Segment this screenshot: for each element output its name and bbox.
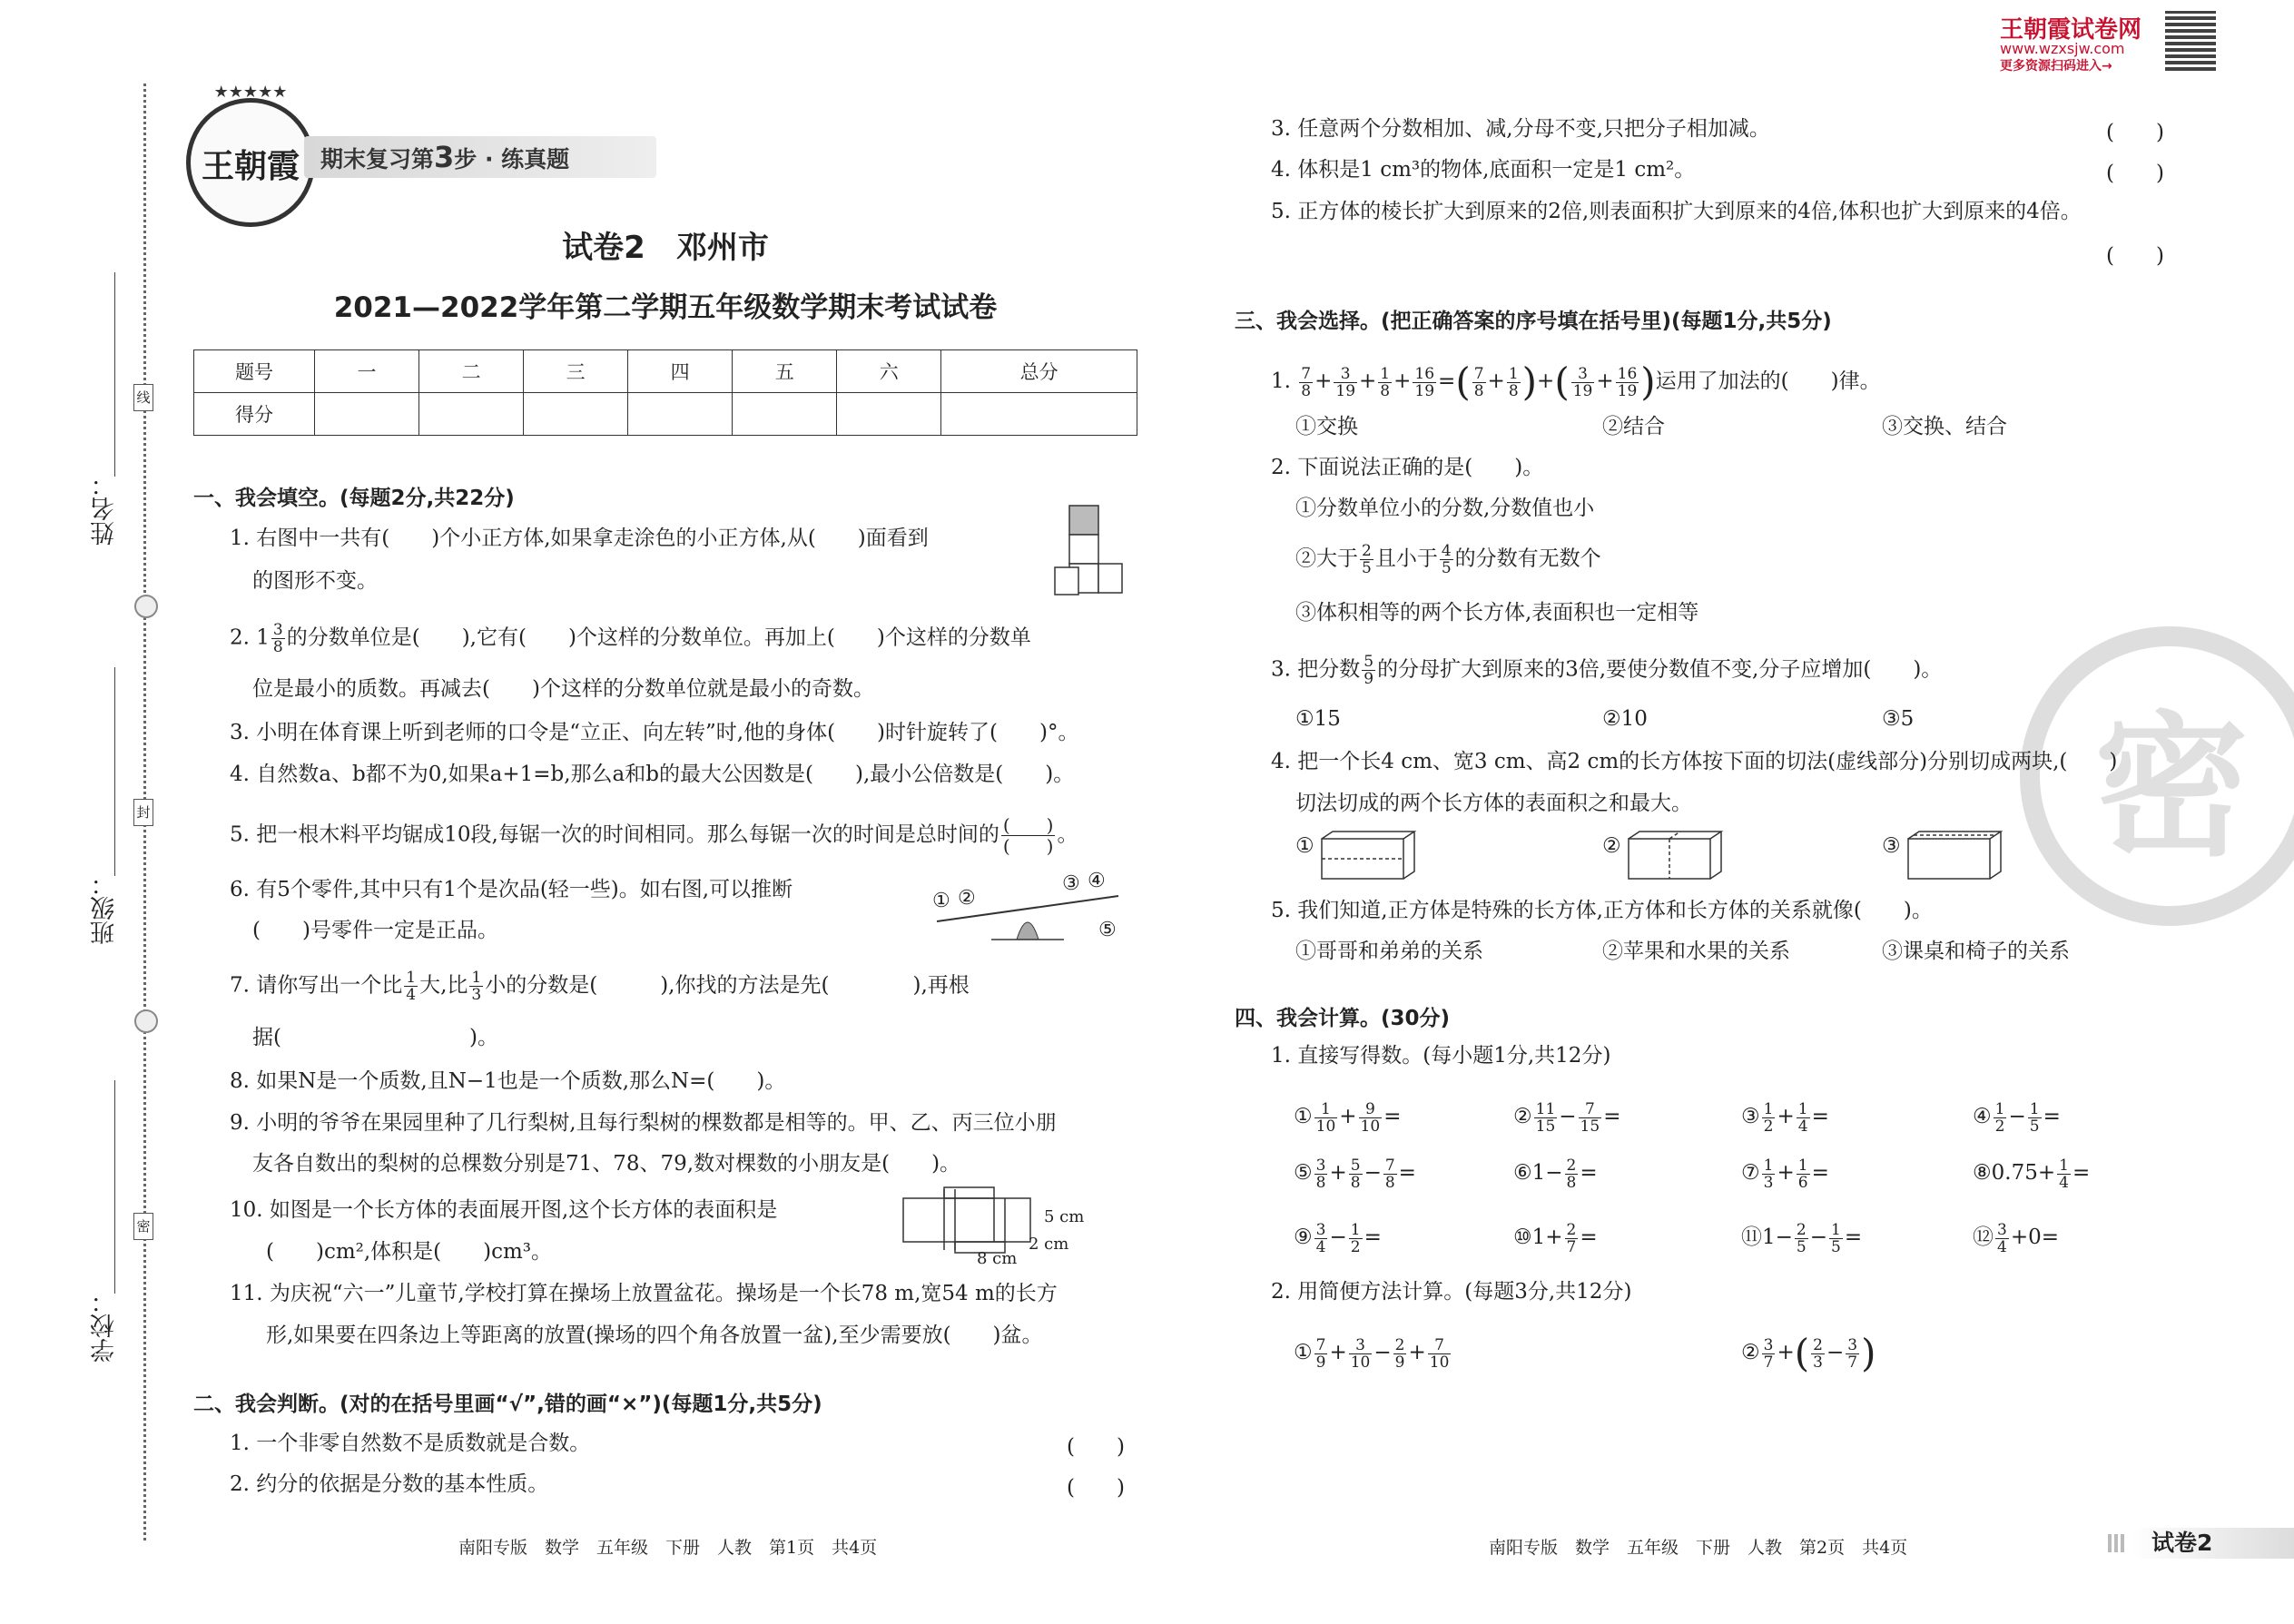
choice-q5-opt2[interactable]: ②苹果和水果的关系 — [1602, 940, 1790, 963]
brand-logo — [186, 83, 315, 227]
judge-answer-3[interactable]: ( ) — [2106, 121, 2164, 144]
calc-item[interactable]: ⑧0.75+ $\frac{1}{4}$ = — [1973, 1156, 2091, 1192]
logo-text: 王朝霞 — [201, 147, 300, 185]
calc-sub1: 1. 直接写得数。(每小题1分,共12分) — [1271, 1044, 1611, 1068]
calc-simplify-item[interactable]: ① $\frac{7}{9}$ + $\frac{3}{10}$ − $\frac{2}{9}$ + $\frac{7}{10}$ — [1294, 1335, 1450, 1372]
choice-q1-opt1[interactable]: ①交换 — [1295, 415, 1358, 438]
score-col: 一 — [315, 350, 419, 393]
score-col: 三 — [524, 350, 628, 393]
q5-line: 5. 把一根木料平均锯成10段,每锯一次的时间相同。那么每锯一次的时间是总时间的 $\frac{( )}{( )}$ 。 — [230, 814, 1078, 857]
q1-line-a: 1. 右图中一共有( )个小正方体,如果拿走涂色的小正方体,从( )面看到 — [230, 527, 929, 550]
judge-item-5: 5. 正方体的棱长扩大到原来的2倍,则表面积扩大到原来的4倍,体积也扩大到原来的4倍。 — [1271, 200, 2082, 223]
choice-q3-opt3[interactable]: ③5 — [1882, 707, 1915, 731]
footer-right: 南阳专版 数学 五年级 下册 人教 第2页 共4页 — [1489, 1538, 1908, 1558]
score-col: 总分 — [941, 350, 1137, 393]
q7-line-b: 据( )。 — [252, 1026, 498, 1049]
footer-tag: 试卷2 — [2132, 1528, 2294, 1559]
step-suffix: 步 · 练真题 — [454, 146, 570, 172]
binding-hole — [134, 1009, 158, 1033]
q11-line-a: 11. 为庆祝“六一”儿童节,学校打算在操场上放置盆花。操场是一个长78 m,宽54 m的长方 — [230, 1282, 1058, 1305]
score-header-cell: 题号 — [194, 350, 315, 393]
cuboid-cut-3 — [1905, 828, 2004, 882]
school-write-line[interactable] — [114, 1080, 115, 1294]
class-label: 班级： — [91, 871, 119, 945]
site-slogan: 更多资源扫码进入→ — [2000, 59, 2112, 74]
q2-line-a: 2. 1 $\frac{3}{8}$ 的分数单位是( ),它有( )个这样的分数单位。再加上( )个这样的分数单 — [230, 621, 1031, 656]
watermark-seal-icon — [2020, 626, 2294, 926]
q10-line-a: 10. 如图是一个长方体的表面展开图,这个长方体的表面积是 — [230, 1198, 778, 1222]
choice-q1-opt3[interactable]: ③交换、结合 — [1882, 415, 2007, 438]
score-col: 六 — [837, 350, 941, 393]
q7-line-a: 7. 请你写出一个比 $\frac{1}{4}$ 大,比 $\frac{1}{3}$ 小的分数是( ),你找的方法是先( ),再根 — [230, 969, 970, 1004]
calc-item[interactable]: ⑪1− $\frac{2}{5}$ − $\frac{1}{5}$ = — [1741, 1220, 1863, 1256]
footer-left: 南阳专版 数学 五年级 下册 人教 第1页 共4页 — [458, 1538, 878, 1558]
step-banner — [304, 136, 656, 178]
crown-icon: ★★★★★ — [213, 83, 288, 102]
cubes-figure — [1051, 502, 1127, 604]
q11-line-b: 形,如果要在四条边上等距离的放置(操场的四个角各放置一盆),至少需要放( )盆。 — [266, 1324, 1043, 1347]
school-label: 学校： — [91, 1289, 119, 1363]
choice-q3-opt1[interactable]: ①15 — [1295, 707, 1341, 731]
ball-4: ④ — [1088, 870, 1106, 892]
qr-code-icon[interactable] — [2165, 11, 2216, 71]
q4-line: 4. 自然数a、b都不为0,如果a+1=b,那么a和b的最大公因数是( ),最小公倍数是( )。 — [230, 763, 1075, 786]
score-cell[interactable] — [315, 393, 419, 436]
watermark-seal-char: 密 — [2093, 696, 2249, 878]
calc-item[interactable]: ① $\frac{1}{10}$ + $\frac{9}{10}$ = — [1294, 1099, 1402, 1136]
score-table-row — [194, 393, 1137, 436]
class-write-line[interactable] — [114, 667, 115, 876]
score-cell[interactable] — [524, 393, 628, 436]
score-col: 五 — [733, 350, 837, 393]
score-cell[interactable] — [941, 393, 1137, 436]
judge-answer-2[interactable]: ( ) — [1067, 1476, 1125, 1500]
judge-answer-5[interactable]: ( ) — [2106, 244, 2164, 268]
calc-sub2: 2. 用简便方法计算。(每题3分,共12分) — [1271, 1280, 1632, 1304]
site-url[interactable]: www.wzxsjw.com — [2000, 40, 2125, 57]
name-label: 姓名： — [91, 472, 119, 546]
score-header-cell: 得分 — [194, 393, 315, 436]
q6-line-a: 6. 有5个零件,其中只有1个是次品(轻一些)。如右图,可以推断 — [230, 878, 793, 901]
seal-char: 线 — [133, 384, 153, 411]
cuboid-cut-1 — [1318, 828, 1418, 882]
score-cell[interactable] — [837, 393, 941, 436]
page-title: 试卷2 邓州市 — [562, 230, 769, 266]
judge-item-1: 1. 一个非零自然数不是质数就是合数。 — [230, 1432, 591, 1455]
section4-title: 四、我会计算。(30分) — [1235, 1007, 1451, 1030]
calc-item[interactable]: ③ $\frac{1}{2}$ + $\frac{1}{4}$ = — [1741, 1099, 1829, 1136]
seal-char: 封 — [133, 799, 153, 826]
section1-title: 一、我会填空。(每题2分,共22分) — [193, 487, 515, 510]
choice-q4-b: 切法切成的两个长方体的表面积之和最大。 — [1295, 792, 1692, 815]
choice-q4-opt1[interactable]: ① — [1295, 834, 1314, 858]
choice-q4-opt3[interactable]: ③ — [1882, 834, 1901, 858]
site-title[interactable]: 王朝霞试卷网 — [2000, 16, 2142, 44]
cuboid-cut-2 — [1625, 828, 1725, 882]
calc-item[interactable]: ⑫ $\frac{3}{4}$ +0= — [1973, 1220, 2060, 1256]
choice-q4-opt2[interactable]: ② — [1602, 834, 1621, 858]
calc-item[interactable]: ⑦ $\frac{1}{3}$ + $\frac{1}{6}$ = — [1741, 1156, 1829, 1192]
page-subtitle: 2021—2022学年第二学期五年级数学期末考试试卷 — [333, 291, 998, 324]
choice-q2-opt2[interactable]: ②大于 $\frac{2}{5}$ 且小于 $\frac{4}{5}$ 的分数有无数个 — [1295, 542, 1601, 577]
q8-line: 8. 如果N是一个质数,且N−1也是一个质数,那么N=( )。 — [230, 1069, 786, 1093]
section3-title: 三、我会选择。(把正确答案的序号填在括号里)(每题1分,共5分) — [1235, 310, 1832, 333]
q10-line-b: ( )cm²,体积是( )cm³。 — [266, 1240, 553, 1264]
q9-line-a: 9. 小明的爷爷在果园里种了几行梨树,且每行梨树的棵数都是相等的。甲、乙、丙三位小朋 — [230, 1111, 1057, 1135]
score-table-row — [194, 350, 1137, 393]
score-cell[interactable] — [628, 393, 733, 436]
calc-item[interactable]: ⑤ $\frac{3}{8}$ + $\frac{5}{8}$ − $\frac{7}{8}$ = — [1294, 1156, 1416, 1192]
choice-q2-opt3[interactable]: ③体积相等的两个长方体,表面积也一定相等 — [1295, 601, 1699, 625]
score-cell[interactable] — [733, 393, 837, 436]
calc-item[interactable]: ② $\frac{11}{15}$ − $\frac{7}{15}$ = — [1513, 1099, 1621, 1136]
step-number: 3 — [434, 140, 455, 174]
judge-item-4: 4. 体积是1 cm³的物体,底面积一定是1 cm²。 — [1271, 158, 1696, 182]
calc-simplify-item[interactable]: ② $\frac{3}{7}$ +( $\frac{2}{3}$ − $\frac{3}{7}$ ) — [1741, 1331, 1876, 1375]
ball-2: ② — [958, 887, 976, 910]
q9-line-b: 友各自数出的梨树的总棵数分别是71、78、79,数对棵数的小朋友是( )。 — [252, 1152, 961, 1176]
q2-line-b: 位是最小的质数。再减去( )个这样的分数单位就是最小的奇数。 — [252, 677, 874, 701]
q10-dim-2: 2 cm — [1029, 1235, 1069, 1254]
q10-dim-5: 5 cm — [1044, 1207, 1085, 1226]
section2-title: 二、我会判断。(对的在括号里画“√”,错的画“×”)(每题1分,共5分) — [193, 1393, 822, 1416]
choice-q2-opt1[interactable]: ①分数单位小的分数,分数值也小 — [1295, 497, 1595, 520]
ball-5: ⑤ — [1098, 919, 1117, 941]
choice-q2: 2. 下面说法正确的是( )。 — [1271, 456, 1544, 479]
calc-item[interactable]: ⑩1+ $\frac{2}{7}$ = — [1513, 1220, 1598, 1256]
score-col: 二 — [419, 350, 524, 393]
choice-q5: 5. 我们知道,正方体是特殊的长方体,正方体和长方体的关系就像( )。 — [1271, 899, 1933, 922]
judge-answer-4[interactable]: ( ) — [2106, 162, 2164, 185]
choice-q1: 1. $\frac{7}{8}$ + $\frac{3}{19}$ + $\frac{1}{8}$ + $\frac{16}{19}$ =( $\frac{7}{8}$ + $\frac{1}{8}$ )+( $\frac{3}{19}$ + $\frac{16}{19}$ )运用了加法的( )律。 — [1271, 359, 1881, 404]
score-table — [193, 349, 1137, 436]
judge-item-2: 2. 约分的依据是分数的基本性质。 — [230, 1472, 549, 1496]
judge-item-3: 3. 任意两个分数相加、减,分母不变,只把分子相加减。 — [1271, 117, 1770, 141]
judge-answer-1[interactable]: ( ) — [1067, 1435, 1125, 1459]
score-cell[interactable] — [419, 393, 524, 436]
q6-line-b: ( )号零件一定是正品。 — [252, 919, 498, 942]
seal-char: 密 — [133, 1213, 153, 1240]
step-prefix: 期末复习第 — [320, 146, 435, 172]
choice-q4-a: 4. 把一个长4 cm、宽3 cm、高2 cm的长方体按下面的切法(虚线部分)分别切成两块,( ) — [1271, 750, 2118, 773]
binding-hole — [134, 595, 158, 618]
choice-q5-opt1[interactable]: ①哥哥和弟弟的关系 — [1295, 940, 1483, 963]
q3-line: 3. 小明在体育课上听到老师的口令是“立正、向左转”时,他的身体( )时针旋转了( )°。 — [230, 721, 1079, 744]
choice-q5-opt3[interactable]: ③课桌和椅子的关系 — [1882, 940, 2070, 963]
q1-line-b: 的图形不变。 — [252, 569, 378, 593]
footer-pattern-icon — [2108, 1534, 2126, 1552]
q10-dim-8: 8 cm — [977, 1249, 1018, 1268]
choice-q3-opt2[interactable]: ②10 — [1602, 707, 1648, 731]
net-figure — [899, 1185, 1044, 1257]
name-write-line[interactable] — [114, 272, 115, 477]
score-col: 四 — [628, 350, 733, 393]
choice-q3: 3. 把分数 $\frac{5}{9}$ 的分母扩大到原来的3倍,要使分数值不变,分子应增加( )。 — [1271, 653, 1943, 688]
calc-item[interactable]: ⑨ $\frac{3}{4}$ − $\frac{1}{2}$ = — [1294, 1220, 1382, 1256]
calc-item[interactable]: ④ $\frac{1}{2}$ − $\frac{1}{5}$ = — [1973, 1099, 2061, 1136]
ball-1: ① — [932, 890, 950, 912]
choice-q1-opt2[interactable]: ②结合 — [1602, 415, 1665, 438]
calc-item[interactable]: ⑥1− $\frac{2}{8}$ = — [1513, 1156, 1598, 1192]
ball-3: ③ — [1062, 872, 1080, 895]
